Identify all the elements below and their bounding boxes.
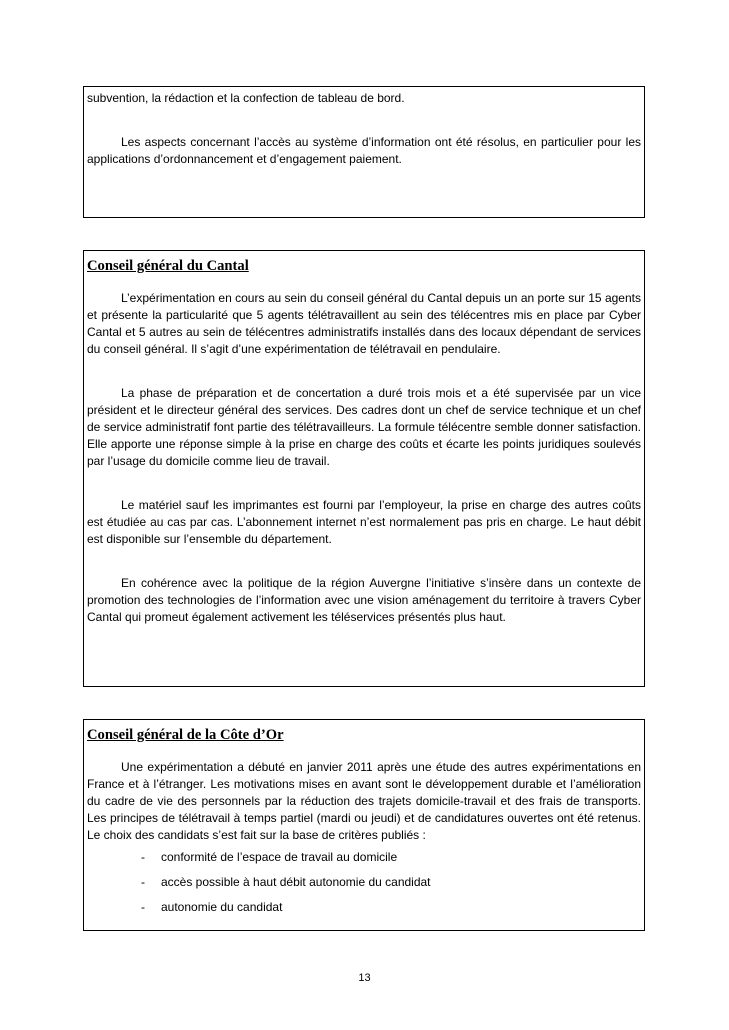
text-box-cote-dor	[83, 719, 645, 931]
text-box-cantal	[83, 250, 645, 687]
page-number: 13	[358, 972, 371, 984]
list-item: - autonomie du candidat	[141, 900, 283, 914]
section-title: Conseil général du Cantal	[87, 258, 249, 274]
paragraph: Les aspects concernant l’accès au système d’information ont été résolus, en particulier pour les applications d’ordonnancement et d’engagement paiement.	[87, 135, 641, 166]
list-item: - accès possible à haut débit autonomie du candidat	[141, 875, 431, 889]
list-item: - conformité de l’espace de travail au domicile	[141, 850, 398, 864]
paragraph: subvention, la rédaction et la confection de tableau de bord.	[87, 91, 405, 105]
bullet-marker: -	[141, 850, 145, 864]
bullet-marker: -	[141, 900, 145, 914]
paragraph: L’expérimentation en cours au sein du conseil général du Cantal depuis un an porte sur 15 agents et présente la particularité que 5 agents télétravaillent au sein des télécentres mis en place par Cyber Cantal et 5 autres au sein de télécentres administratifs installés dans des locaux dépendant de services du conseil général. Il s’agit d’une expérimentation de télétravail en pendulaire.	[87, 291, 641, 356]
text-box-continued	[83, 86, 645, 218]
paragraph: En cohérence avec la politique de la région Auvergne l’initiative s’insère dans un contexte de promotion des technologies de l’information avec une vision aménagement du territoire à travers Cyber Cantal qui promeut également activement les téléservices présentés plus haut.	[87, 576, 641, 624]
bullet-marker: -	[141, 875, 145, 889]
criteria-list	[87, 849, 641, 916]
paragraph: Le matériel sauf les imprimantes est fourni par l’employeur, la prise en charge des autres coûts est étudiée au cas par cas. L’abonnement internet n’est normalement pas pris en charge. Le haut débit est disponible sur l’ensemble du département.	[87, 498, 641, 546]
section-title: Conseil général de la Côte d’Or	[87, 727, 284, 743]
paragraph: La phase de préparation et de concertation a duré trois mois et a été supervisée par un vice président et le directeur général des services. Des cadres dont un chef de service technique et un chef de service administratif font partie des télétravailleurs. La formule télécentre semble donner satisfaction. Elle apporte une réponse simple à la prise en charge des coûts et écarte les points juridiques soulevés par l’usage du domicile comme lieu de travail.	[87, 386, 641, 468]
paragraph: Une expérimentation a débuté en janvier 2011 après une étude des autres expérimentations en France et à l’étranger. Les motivations mises en avant sont le développement durable et l’amélioration du cadre de vie des personnels par la réduction des trajets domicile-travail et des frais de transports. Les principes de télétravail à temps partiel (mardi ou jeudi) et de candidatures ouvertes ont été retenus. Le choix des candidats s’est fait sur la base de critères publiés :	[87, 760, 641, 842]
